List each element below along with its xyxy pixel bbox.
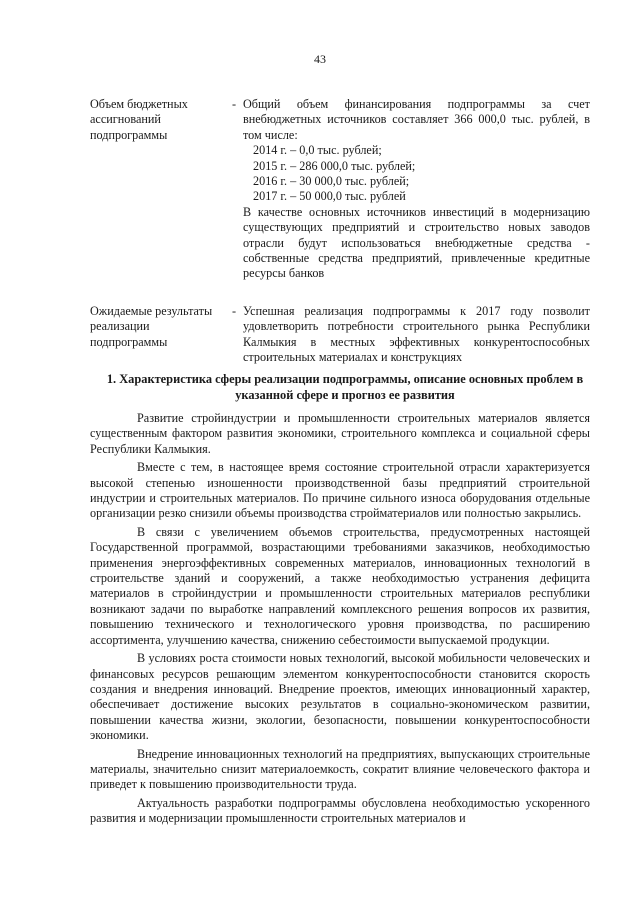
financing-label: Объем бюджетных ассигнований подпрограммы (90, 97, 188, 142)
section-heading: 1. Характеристика сферы реализации подпрограммы, описание основных проблем в указанной сфере и прогноз ее развития (106, 372, 584, 402)
financing-year-2017: 2017 г. – 50 000,0 тыс. рублей (253, 189, 406, 204)
results-value: Успешная реализация подпрограммы к 2017 году позволит удовлетворить потребности строительного рынка Республики Калмыкия в местных эффективных конкурентоспособных строительных материалах и конструкциях (243, 303, 590, 365)
financing-sources: В качестве основных источников инвестиций в модернизацию существующих предприятий и строительство новых заводов отрасли будут использоваться внебюджетные средства - собственные средства предприятий, привлеченные кредитные ресурсы банков (243, 204, 590, 281)
paragraph: Вместе с тем, в настоящее время состояние строительной отрасли характеризуется высокой степенью изношенности производственной базы предприятий строительной индустрии и строительных материалов. По причине сильного износа оборудования отдельные организации резко снизили объемы производства стройматериалов или полностью закрылись. (90, 460, 590, 521)
results-label: Ожидаемые результаты реализации подпрограммы (90, 303, 213, 349)
paragraph: Развитие стройиндустрии и промышленности строительных материалов является существенным фактором развития экономики, строительного комплекса и социальной сферы Республики Калмыкия. (90, 411, 590, 456)
subprogram-passport-table (90, 97, 590, 366)
row-spacer (90, 282, 590, 304)
paragraph: Актуальность разработки подпрограммы обусловлена необходимостью ускоренного развития и модернизации промышленности строительных материалов и (90, 795, 590, 826)
paragraph: В условиях роста стоимости новых технологий, высокой мобильности человеческих и финансовых ресурсов решающим элементом конкурентоспособности становится скорость создания и внедрения инноваций. Внедрение проектов, имеющих инновационный характер, обеспечивает достижение высоких результатов в социально-экономическом развитии, повышении качества жизни, экологии, безопасности, повышении конкурентоспособности экономики. (90, 651, 590, 743)
results-row (90, 304, 590, 366)
financing-dash: - (231, 97, 237, 111)
paragraph: Внедрение инновационных технологий на предприятиях, выпускающих строительные материалы, значительно снизит материалоемкость, сократит влияние человеческого фактора и приведет к повышению производительности труда. (90, 746, 590, 792)
page-number: 43 (314, 52, 326, 66)
financing-year-2015: 2015 г. – 286 000,0 тыс. рублей; (253, 158, 416, 173)
financing-intro: Общий объем финансирования подпрограммы за счет внебюджетных источников составляет 366 000,0 тыс. рублей, в том числе: (243, 97, 590, 142)
financing-year-2016: 2016 г. – 30 000,0 тыс. рублей; (253, 174, 410, 189)
paragraph: В связи с увеличением объемов строительства, предусмотренных настоящей Государственной программой, возрастающими требованиями заказчиков, необходимостью применения энергоэффективных современных материалов, инновационных технологий в строительстве зданий и сооружений, а также необходимостью устранения дефицита материалов в стройиндустрии и промышленности строительных материалов республики возникают задачи по выработке направлений комплексного решения вопросов их развития, повышению технического и технологического уровня производства, по расширению ассортимента, улучшению качества, снижению себестоимости выпускаемой продукции. (90, 524, 590, 647)
results-dash: - (231, 303, 237, 318)
financing-value (243, 97, 590, 282)
section-body (90, 411, 590, 830)
financing-year-2014: 2014 г. – 0,0 тыс. рублей; (253, 143, 382, 158)
financing-row (90, 97, 590, 282)
